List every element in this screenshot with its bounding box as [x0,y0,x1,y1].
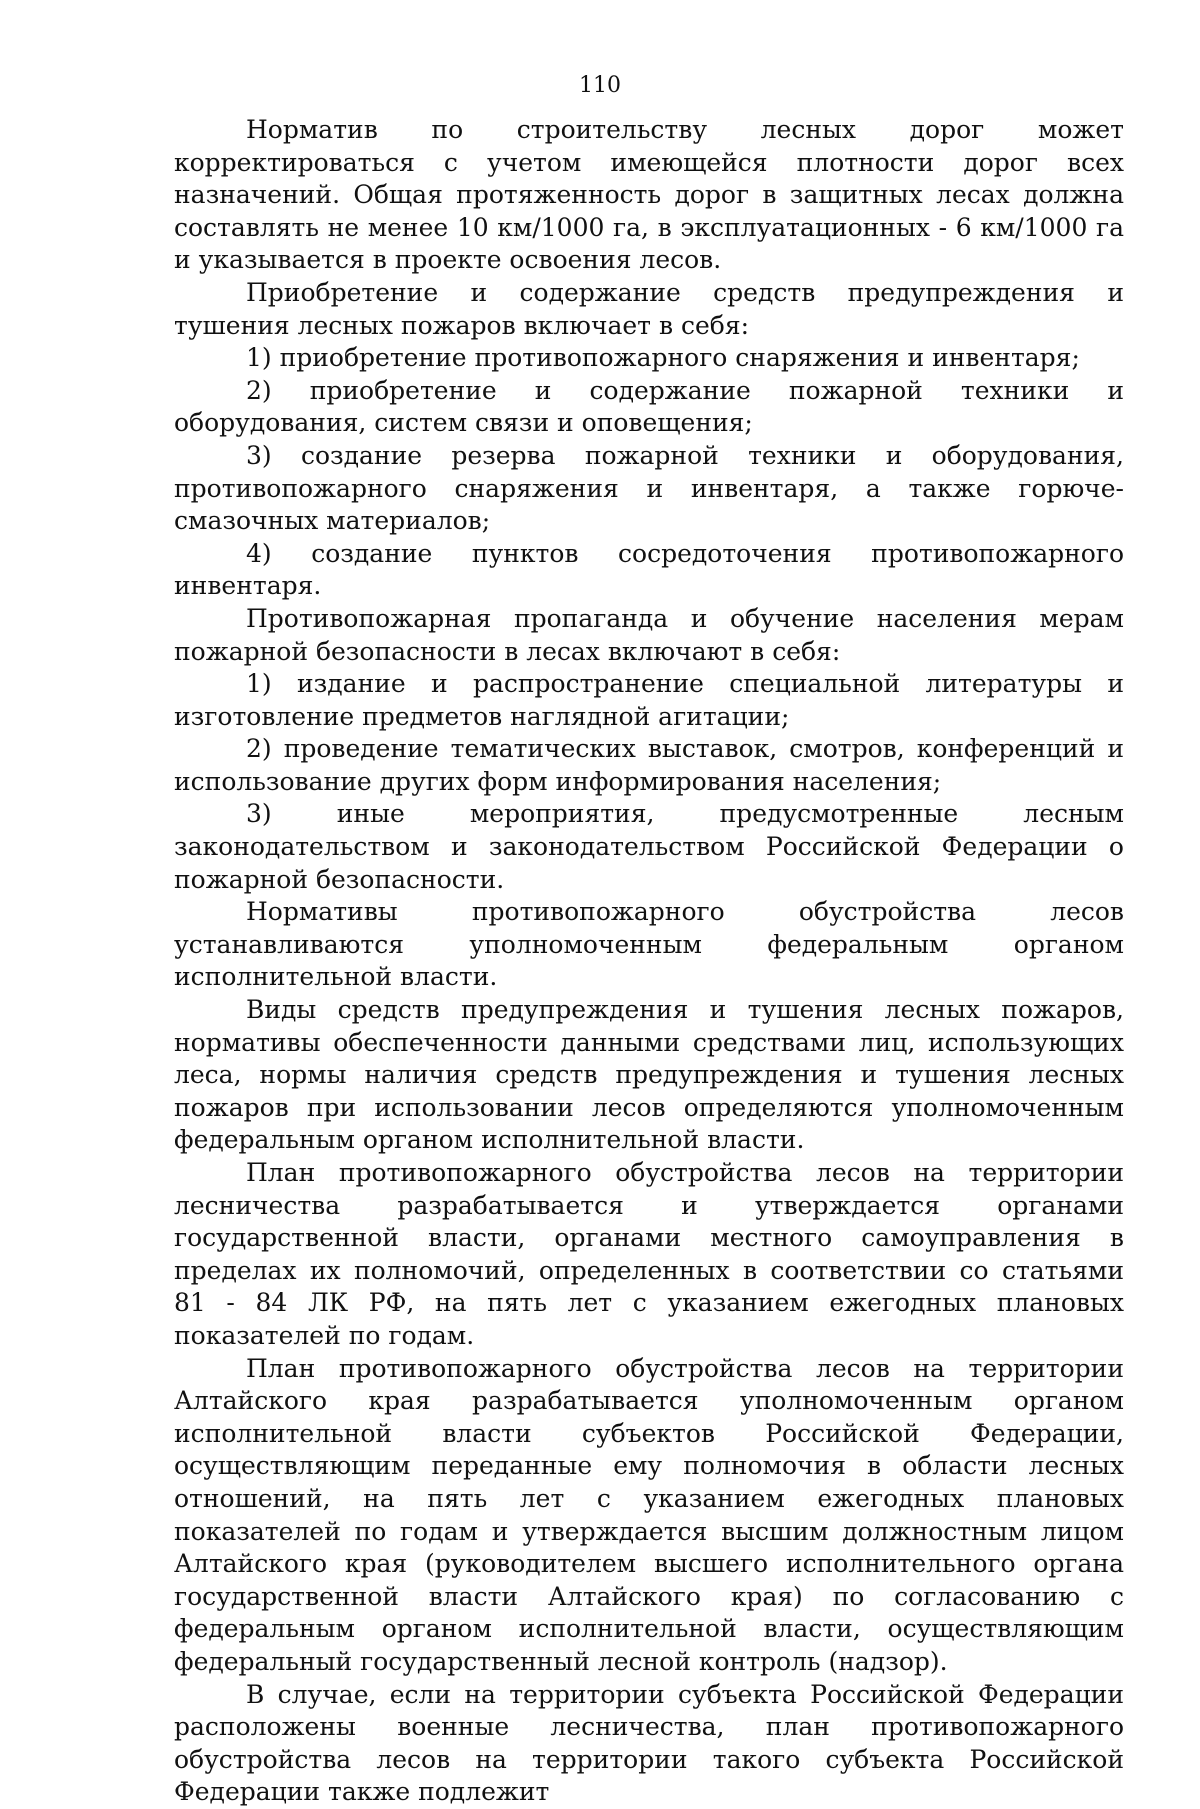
list-item-fire-equipment-4: 4) создание пунктов сосредоточения противопожарного инвентаря. [174,538,1124,601]
list-item-fire-equipment-1: 1) приобретение противопожарного снаряжения и инвентаря; [246,343,1080,373]
paragraph-altai-plan: План противопожарного обустройства лесов на территории Алтайского края разрабатывается уполномоченным органом исполнительной власти субъектов Российской Федерации, осуществляющим переданные ему полномочия в области лесных отношений, на пять лет с указанием ежегодных плановых показателей по годам и утверждается высшим должностным лицом Алтайского края (руководителем высшего исполнительного органа государственной власти Алтайского края) по согласованию с федеральным органом исполнительной власти, осуществляющим федеральный государственный лесной контроль (надзор). [174,1353,1124,1676]
paragraph-fire-norms: Нормативы противопожарного обустройства лесов устанавливаются уполномоченным федеральным органом исполнительной власти. [174,897,1124,992]
list-item-propaganda-3: 3) иные мероприятия, предусмотренные лесным законодательством и законодательством Российской Федерации о пожарной безопасности. [174,799,1124,894]
list-item-fire-equipment-3: 3) создание резерва пожарной техники и оборудования, противопожарного снаряжения и инвентаря, а также горюче-смазочных материалов; [174,440,1124,536]
paragraph-propaganda-intro: Противопожарная пропаганда и обучение населения мерам пожарной безопасности в лесах включают в себя: [174,603,1124,666]
list-item-propaganda-1: 1) издание и распространение специальной литературы и изготовление предметов наглядной агитации; [174,669,1124,731]
list-item-propaganda-2: 2) проведение тематических выставок, смотров, конференций и использование других форм информирования населения; [174,734,1124,796]
paragraph-means-types: Виды средств предупреждения и тушения лесных пожаров, нормативы обеспеченности данными средствами лиц, использующих леса, нормы наличия средств предупреждения и тушения лесных пожаров при использовании лесов определяются уполномоченным федеральным органом исполнительной власти. [174,995,1124,1155]
paragraph-forestry-plan: План противопожарного обустройства лесов на территории лесничества разрабатывается и утверждается органами государственной власти, органами местного самоуправления в пределах их полномочий, определенных в соответствии со статьями 81 - 84 ЛК РФ, на пять лет с указанием ежегодных плановых показателей по годам. [174,1158,1124,1350]
paragraph-road-norms: Норматив по строительству лесных дорог может корректироваться с учетом имеющейся плотности дорог всех назначений. Общая протяженность дорог в защитных лесах должна составлять не менее 10 км/1000 га, в эксплуатационных - 6 км/1000 га и указывается в проекте освоения лесов. [174,115,1124,275]
document-body [174,114,1124,1809]
paragraph-military-forestry: В случае, если на территории субъекта Российской Федерации расположены военные лесничества, план противопожарного обустройства лесов на территории такого субъекта Российской Федерации также подлежит [174,1679,1124,1807]
paragraph-fire-equipment-intro: Приобретение и содержание средств предупреждения и тушения лесных пожаров включает в себя: [174,277,1124,340]
list-item-fire-equipment-2: 2) приобретение и содержание пожарной техники и оборудования, систем связи и оповещения; [174,375,1124,438]
page-number: 110 [579,73,621,98]
